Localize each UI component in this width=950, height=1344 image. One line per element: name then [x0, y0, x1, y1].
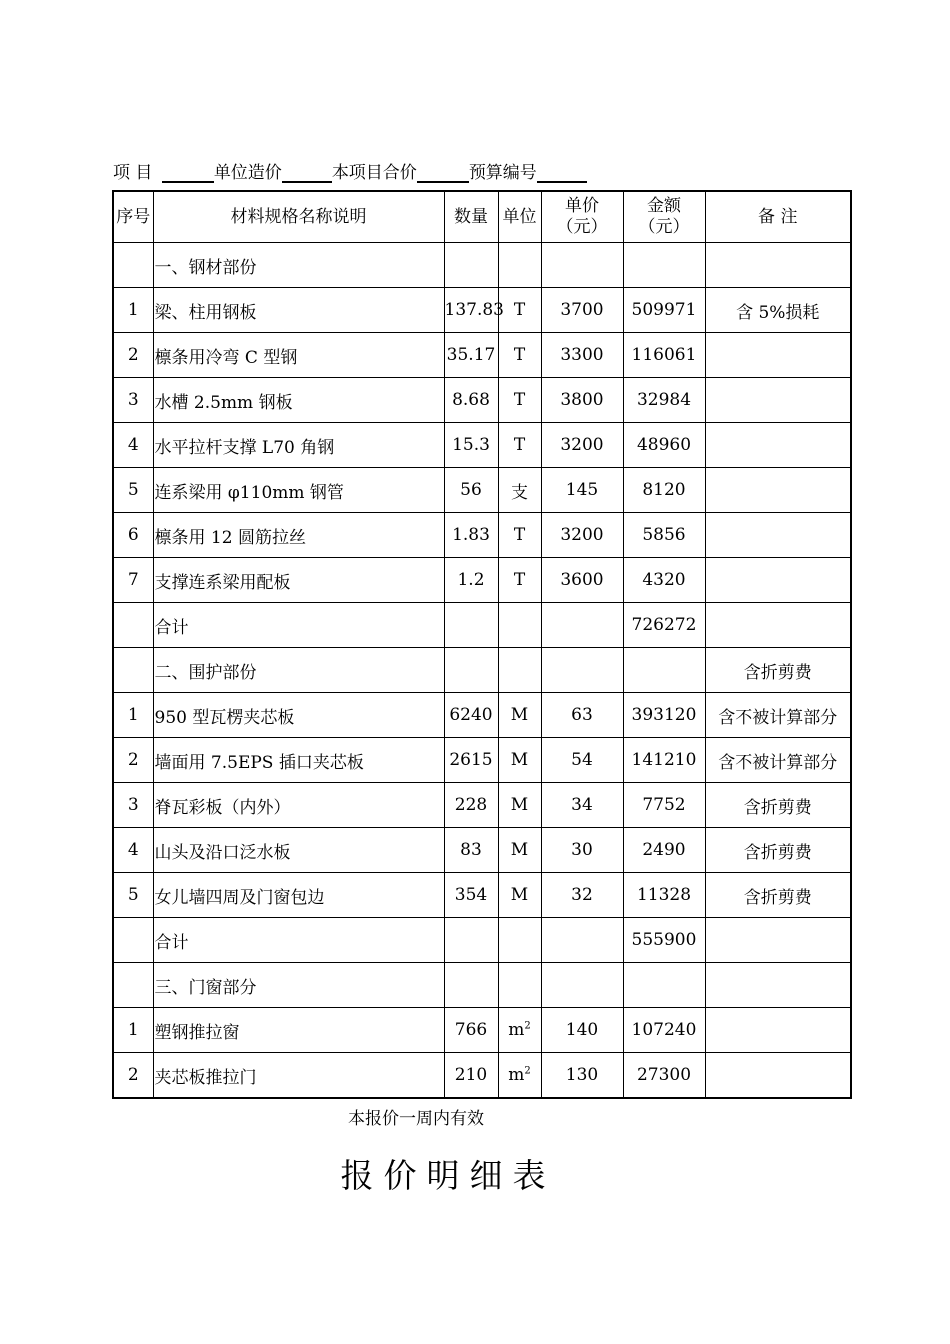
- cell-no: [113, 783, 153, 828]
- cell-note: [705, 1008, 851, 1053]
- table-row: [113, 423, 851, 468]
- cell-name-text: 脊瓦彩板（内外）: [154, 797, 291, 818]
- cell-qty: [444, 243, 498, 288]
- cell-qty: [444, 558, 498, 603]
- cell-amount: [623, 288, 705, 333]
- cell-note: [705, 963, 851, 1008]
- cell-no: [113, 513, 153, 558]
- cell-name-text: 夹芯板推拉门: [154, 1067, 257, 1088]
- cell-unit: [498, 783, 541, 828]
- cell-qty-text: 83: [460, 840, 482, 860]
- cell-no: [113, 738, 153, 783]
- cell-no: [113, 693, 153, 738]
- cell-no: [113, 558, 153, 603]
- cell-name-text: 二、围护部份: [154, 662, 257, 683]
- cell-amount-text: 726272: [631, 615, 697, 635]
- cell-qty-text: 354: [454, 885, 488, 905]
- cell-amount: [623, 783, 705, 828]
- cell-name-text: 山头及沿口泛水板: [154, 842, 291, 863]
- cell-qty-text: 210: [454, 1065, 488, 1085]
- cell-qty: [444, 288, 504, 333]
- cell-unit: [498, 378, 541, 423]
- cell-amount: [623, 558, 705, 603]
- cell-qty: [444, 1008, 498, 1053]
- cell-qty-text: 8.68: [452, 390, 490, 410]
- cell-note: [705, 378, 851, 423]
- cell-price: [541, 1008, 623, 1053]
- cell-unit: [498, 1008, 541, 1053]
- cell-note: [705, 873, 851, 918]
- cell-name: [153, 558, 444, 603]
- cell-note-text: 含折剪费: [743, 842, 812, 863]
- cell-amount: [623, 693, 705, 738]
- cell-qty-text: 1.2: [457, 570, 485, 590]
- cell-no-text: 2: [127, 1065, 139, 1085]
- cell-name: [153, 873, 444, 918]
- cell-no: [113, 963, 153, 1008]
- cell-price: [541, 648, 623, 693]
- document-title: 报价明细表: [340, 1156, 556, 1195]
- cell-no: [113, 603, 153, 648]
- cell-amount: [623, 1008, 705, 1053]
- cell-qty: [444, 423, 498, 468]
- cell-unit-text: T: [513, 345, 526, 365]
- cell-name-text: 水槽 2.5mm 钢板: [154, 392, 293, 413]
- cell-price: [541, 693, 623, 738]
- cell-name: [153, 333, 444, 378]
- cell-name: [153, 1053, 444, 1099]
- cell-unit: [498, 738, 541, 783]
- cell-unit-text: m: [508, 1020, 525, 1040]
- cell-price: [541, 918, 623, 963]
- table-row: [113, 873, 851, 918]
- total-label: 本项目合价: [331, 163, 417, 183]
- cell-note-text: 含折剪费: [743, 887, 812, 908]
- cell-name: [153, 648, 444, 693]
- cell-qty-text: 2615: [449, 750, 493, 770]
- cell-note: [705, 603, 851, 648]
- cell-price-text: 3200: [560, 435, 604, 455]
- cell-name: [153, 288, 444, 333]
- cell-name: [153, 423, 444, 468]
- cell-name-text: 合计: [154, 932, 189, 953]
- cell-no-text: 7: [127, 570, 139, 590]
- cell-amount: [623, 963, 705, 1008]
- table-row: [113, 783, 851, 828]
- cell-name: [153, 693, 444, 738]
- cell-note: [705, 468, 851, 513]
- cell-name: [153, 468, 444, 513]
- cell-unit: [498, 513, 541, 558]
- cell-amount: [623, 918, 705, 963]
- cell-amount: [623, 828, 705, 873]
- cell-unit-text: T: [513, 525, 526, 545]
- cell-unit-text: T: [513, 435, 526, 455]
- col-header-note: 备 注: [705, 191, 851, 243]
- cell-qty: [444, 828, 498, 873]
- cell-amount-text: 8120: [642, 480, 686, 500]
- cell-amount-text: 7752: [642, 795, 686, 815]
- cell-no-text: 1: [127, 1020, 139, 1040]
- cell-qty: [444, 648, 498, 693]
- cell-note: [705, 693, 851, 738]
- cell-unit-text: M: [510, 795, 529, 815]
- table-row: [113, 738, 851, 783]
- cell-unit: [498, 648, 541, 693]
- cell-note-text: 含不被计算部分: [718, 752, 838, 773]
- cell-name-text: 梁、柱用钢板: [154, 302, 257, 323]
- cell-note: [705, 1053, 851, 1099]
- cell-price-text: 3200: [560, 525, 604, 545]
- cell-price: [541, 513, 623, 558]
- table-row: [113, 648, 851, 693]
- cell-no-text: 2: [127, 345, 139, 365]
- col-header-qty: 数量: [444, 191, 498, 243]
- cell-price-text: 34: [571, 795, 593, 815]
- cell-price: [541, 603, 623, 648]
- cell-amount: [623, 738, 705, 783]
- budget-no-blank: [537, 163, 587, 183]
- table-row: [113, 1008, 851, 1053]
- cell-price: [541, 378, 623, 423]
- cell-no-text: 6: [127, 525, 139, 545]
- cell-name: [153, 963, 444, 1008]
- table-row: [113, 378, 851, 423]
- cell-unit-text: M: [510, 750, 529, 770]
- cell-name: [153, 828, 444, 873]
- table-row: [113, 1053, 851, 1099]
- cell-amount-text: 27300: [636, 1065, 692, 1085]
- cell-qty-text: 1.83: [452, 525, 490, 545]
- cell-qty-text: 15.3: [452, 435, 490, 455]
- cell-name: [153, 378, 444, 423]
- cell-qty-text: 6240: [449, 705, 493, 725]
- cell-amount-text: 11328: [636, 885, 692, 905]
- cell-name-text: 支撑连系梁用配板: [154, 572, 291, 593]
- cell-amount: [623, 513, 705, 558]
- cell-amount-text: 32984: [636, 390, 692, 410]
- cell-unit: [498, 288, 541, 333]
- cell-qty: [444, 918, 498, 963]
- cell-note: [705, 918, 851, 963]
- cell-price: [541, 423, 623, 468]
- cell-name: [153, 783, 444, 828]
- cell-note: [705, 648, 851, 693]
- cell-qty-text: 766: [454, 1020, 488, 1040]
- table-row: [113, 693, 851, 738]
- cell-unit-text: T: [513, 570, 526, 590]
- cell-no: [113, 378, 153, 423]
- cell-unit-text: T: [513, 300, 526, 320]
- cell-no: [113, 423, 153, 468]
- cell-amount: [623, 423, 705, 468]
- cell-unit: [498, 558, 541, 603]
- cell-name-text: 水平拉杆支撑 L70 角钢: [154, 437, 335, 458]
- cell-note: [705, 288, 851, 333]
- cell-unit-text: m: [508, 1065, 525, 1085]
- table-row: [113, 828, 851, 873]
- quote-table: [112, 190, 852, 1099]
- cell-no: [113, 243, 153, 288]
- cell-amount: [623, 468, 705, 513]
- cell-unit-text: 支: [511, 482, 528, 503]
- cell-unit: [498, 963, 541, 1008]
- col-header-no: 序号: [113, 191, 153, 243]
- cell-price: [541, 783, 623, 828]
- cell-price-text: 145: [565, 480, 599, 500]
- cell-name: [153, 603, 444, 648]
- project-label: 项 目: [113, 163, 153, 183]
- cell-no-text: 3: [127, 390, 139, 410]
- cell-no: [113, 468, 153, 513]
- cell-unit: [498, 1053, 541, 1099]
- total-blank: [417, 163, 469, 183]
- cell-note: [705, 828, 851, 873]
- cell-unit-text: M: [510, 885, 529, 905]
- cell-price: [541, 558, 623, 603]
- cell-amount: [623, 603, 705, 648]
- cell-qty-text: 137.83: [444, 300, 504, 320]
- cell-price: [541, 873, 623, 918]
- cell-unit-text: M: [510, 840, 529, 860]
- cell-no: [113, 288, 153, 333]
- cell-unit: [498, 423, 541, 468]
- cell-qty: [444, 693, 498, 738]
- cell-name-text: 塑钢推拉窗: [154, 1022, 240, 1043]
- col-header-amount-line2: （元）: [638, 217, 690, 237]
- cell-no: [113, 1008, 153, 1053]
- cell-amount: [623, 873, 705, 918]
- unit-cost-label: 单位造价: [213, 163, 282, 183]
- cell-amount-text: 5856: [642, 525, 686, 545]
- cell-unit: [498, 468, 541, 513]
- cell-name-text: 墙面用 7.5EPS 插口夹芯板: [154, 752, 364, 773]
- cell-name: [153, 243, 444, 288]
- table-row: [113, 918, 851, 963]
- cell-unit: [498, 693, 541, 738]
- cell-note: [705, 513, 851, 558]
- cell-amount-text: 393120: [631, 705, 697, 725]
- unit-superscript: 2: [524, 1020, 531, 1032]
- cell-qty: [444, 783, 498, 828]
- cell-price: [541, 963, 623, 1008]
- cell-qty-text: 228: [454, 795, 488, 815]
- col-header-unit: 单位: [498, 191, 541, 243]
- cell-amount: [623, 243, 705, 288]
- cell-no: [113, 333, 153, 378]
- cell-qty: [444, 963, 498, 1008]
- unit-cost-blank: [282, 163, 332, 183]
- cell-note-text: 含 5%损耗: [736, 302, 820, 323]
- cell-name-text: 三、门窗部分: [154, 977, 257, 998]
- cell-no: [113, 918, 153, 963]
- cell-price-text: 3700: [560, 300, 604, 320]
- col-header-price: [541, 191, 623, 243]
- table-header-row: [113, 191, 851, 243]
- cell-no-text: 1: [127, 300, 139, 320]
- cell-price-text: 3600: [560, 570, 604, 590]
- cell-unit-text: M: [510, 705, 529, 725]
- cell-amount-text: 509971: [631, 300, 697, 320]
- cell-name-text: 合计: [154, 617, 189, 638]
- cell-price: [541, 468, 623, 513]
- cell-name: [153, 738, 444, 783]
- col-header-price-line2: （元）: [556, 217, 608, 237]
- cell-name: [153, 1008, 444, 1053]
- cell-amount: [623, 378, 705, 423]
- cell-price: [541, 243, 623, 288]
- cell-amount-text: 4320: [642, 570, 686, 590]
- col-header-amount-line1: 金额: [647, 196, 681, 216]
- cell-price: [541, 828, 623, 873]
- cell-amount-text: 107240: [631, 1020, 697, 1040]
- cell-name-text: 檩条用 12 圆筋拉丝: [154, 527, 306, 548]
- cell-qty: [444, 1053, 498, 1099]
- col-header-amount: [623, 191, 705, 243]
- table-row: [113, 558, 851, 603]
- cell-price: [541, 333, 623, 378]
- table-row: [113, 288, 851, 333]
- cell-name: [153, 513, 444, 558]
- cell-unit: [498, 918, 541, 963]
- table-row: [113, 333, 851, 378]
- budget-no-label: 预算编号: [468, 163, 537, 183]
- cell-no: [113, 1053, 153, 1099]
- cell-price-text: 54: [571, 750, 593, 770]
- cell-price: [541, 288, 623, 333]
- cell-no-text: 3: [127, 795, 139, 815]
- cell-price-text: 30: [571, 840, 593, 860]
- cell-note-text: 含折剪费: [743, 797, 812, 818]
- cell-unit: [498, 243, 541, 288]
- cell-qty: [444, 603, 498, 648]
- cell-price-text: 63: [571, 705, 593, 725]
- validity-footnote: 本报价一周内有效: [348, 1109, 484, 1129]
- cell-no-text: 5: [127, 885, 139, 905]
- cell-amount-text: 2490: [642, 840, 686, 860]
- cell-qty: [444, 873, 498, 918]
- cell-amount: [623, 648, 705, 693]
- cell-note: [705, 333, 851, 378]
- cell-note: [705, 423, 851, 468]
- cell-amount-text: 141210: [631, 750, 697, 770]
- cell-unit: [498, 873, 541, 918]
- cell-no-text: 2: [127, 750, 139, 770]
- project-blank: [162, 163, 214, 183]
- cell-no-text: 5: [127, 480, 139, 500]
- cell-name-text: 檩条用冷弯 C 型钢: [154, 347, 298, 368]
- cell-amount: [623, 1053, 705, 1099]
- unit-superscript: 2: [524, 1065, 531, 1077]
- cell-price-text: 32: [571, 885, 593, 905]
- cell-no: [113, 873, 153, 918]
- cell-qty: [444, 513, 498, 558]
- cell-price-text: 3300: [560, 345, 604, 365]
- cell-qty-text: 35.17: [446, 345, 496, 365]
- cell-unit: [498, 828, 541, 873]
- cell-unit-text: T: [513, 390, 526, 410]
- cell-note: [705, 558, 851, 603]
- table-row: [113, 243, 851, 288]
- col-header-price-line1: 单价: [565, 196, 599, 216]
- cell-amount-text: 555900: [631, 930, 697, 950]
- cell-price: [541, 738, 623, 783]
- table-row: [113, 963, 851, 1008]
- cell-note: [705, 738, 851, 783]
- cell-note-text: 含折剪费: [743, 662, 812, 683]
- cell-name-text: 连系梁用 φ110mm 钢管: [154, 482, 344, 503]
- cell-amount-text: 116061: [631, 345, 697, 365]
- cell-note: [705, 243, 851, 288]
- cell-unit: [498, 603, 541, 648]
- cell-name: [153, 918, 444, 963]
- cell-name-text: 女儿墙四周及门窗包边: [154, 887, 325, 908]
- table-row: [113, 468, 851, 513]
- cell-name-text: 一、钢材部份: [154, 257, 257, 278]
- cell-price-text: 130: [565, 1065, 599, 1085]
- table-row: [113, 513, 851, 558]
- cell-name-text: 950 型瓦楞夹芯板: [154, 707, 295, 728]
- cell-qty: [444, 378, 498, 423]
- cell-amount: [623, 333, 705, 378]
- header-line: [113, 158, 587, 183]
- cell-price: [541, 1053, 623, 1099]
- cell-no-text: 4: [127, 435, 139, 455]
- cell-no-text: 1: [127, 705, 139, 725]
- col-header-name: 材料规格名称说明: [153, 191, 444, 243]
- cell-qty: [444, 333, 498, 378]
- cell-qty-text: 56: [460, 480, 482, 500]
- cell-price-text: 3800: [560, 390, 604, 410]
- cell-unit: [498, 333, 541, 378]
- cell-note-text: 含不被计算部分: [718, 707, 838, 728]
- cell-note: [705, 783, 851, 828]
- table-row: [113, 603, 851, 648]
- cell-qty: [444, 468, 498, 513]
- cell-no-text: 4: [127, 840, 139, 860]
- cell-no: [113, 648, 153, 693]
- cell-amount-text: 48960: [636, 435, 692, 455]
- cell-no: [113, 828, 153, 873]
- cell-qty: [444, 738, 498, 783]
- cell-price-text: 140: [565, 1020, 599, 1040]
